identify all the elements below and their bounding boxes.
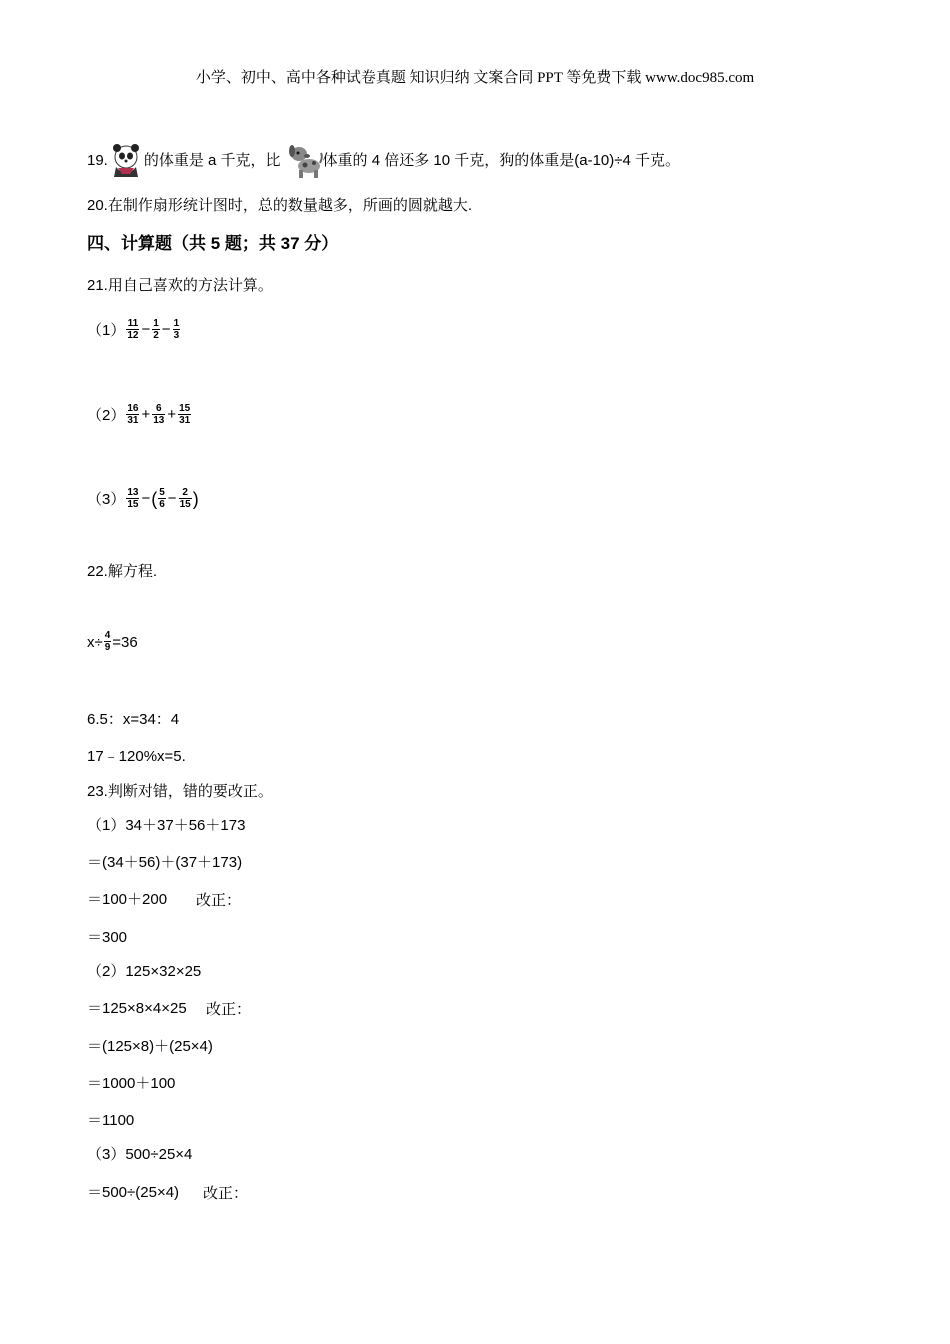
fraction: $\frac{4}{9}$ bbox=[104, 630, 111, 653]
page-header: 小学、初中、高中各种试卷真题 知识归纳 文案合同 PPT 等免费下载 www.doc985.com bbox=[195, 70, 755, 86]
question-20: 20.在制作扇形统计图时，总的数量越多，所画的圆就越大. bbox=[87, 197, 473, 214]
operator: − bbox=[161, 320, 171, 338]
part-label: （2） bbox=[87, 407, 126, 424]
question-19-part1: 的体重是 a 千克，比 bbox=[143, 151, 281, 169]
equation-2: 6.5：x=34：4 bbox=[87, 711, 180, 728]
fraction: $\frac{6}{13}$ bbox=[153, 403, 165, 426]
fraction: $\frac{16}{31}$ bbox=[127, 403, 139, 426]
question-19-number: 19. bbox=[87, 151, 108, 169]
step-line: ＝300 bbox=[87, 929, 128, 946]
part-label: （3） bbox=[87, 491, 126, 508]
equation-1 bbox=[87, 632, 138, 653]
fraction: $\frac{2}{15}$ bbox=[179, 487, 191, 510]
correction-label: 改正： bbox=[203, 1186, 249, 1202]
question-21-part-2 bbox=[87, 403, 192, 426]
left-paren: ( bbox=[151, 488, 158, 509]
question-21-title: 21.用自己喜欢的方法计算。 bbox=[87, 277, 273, 294]
step-line: （2）125×32×25 bbox=[87, 963, 202, 980]
right-paren: ) bbox=[192, 488, 199, 509]
step-line: ＝100＋200 bbox=[87, 891, 168, 908]
operator: − bbox=[167, 489, 177, 507]
correction-label: 改正： bbox=[196, 893, 242, 909]
correction-label: 改正： bbox=[206, 1002, 252, 1018]
operator: + bbox=[167, 405, 177, 423]
fraction: $\frac{1}{2}$ bbox=[153, 318, 159, 341]
operator: − bbox=[141, 489, 151, 507]
step-line: ＝(125×8)＋(25×4) bbox=[87, 1038, 213, 1055]
question-19-part2: 体重的 4 倍还多 10 千克，狗的体重是(a-10)÷4 千克。 bbox=[322, 151, 680, 169]
fraction: $\frac{5}{6}$ bbox=[159, 487, 165, 510]
section-title: 四、计算题（共 5 题；共 37 分） bbox=[87, 234, 339, 253]
question-23-title: 23.判断对错，错的要改正。 bbox=[87, 783, 273, 800]
fraction: $\frac{15}{31}$ bbox=[179, 403, 191, 426]
part-label: （1） bbox=[87, 322, 126, 339]
question-22-title: 22.解方程. bbox=[87, 563, 158, 580]
step-line: ＝(34＋56)＋(37＋173) bbox=[87, 854, 243, 871]
question-21-part-3 bbox=[87, 487, 199, 510]
step-line: （3）500÷25×4 bbox=[87, 1146, 193, 1163]
fraction: $\frac{1}{3}$ bbox=[173, 318, 180, 341]
fraction: $\frac{13}{15}$ bbox=[127, 487, 139, 510]
step-line: （1）34＋37＋56＋173 bbox=[87, 817, 246, 834]
equation-1-suffix: =36 bbox=[112, 634, 138, 651]
step-line: ＝500÷(25×4) bbox=[87, 1184, 180, 1201]
operator: − bbox=[141, 320, 151, 338]
panda-icon bbox=[108, 143, 144, 179]
step-line: ＝1000＋100 bbox=[87, 1075, 176, 1092]
question-19 bbox=[87, 143, 680, 179]
dog-icon bbox=[287, 143, 323, 179]
fraction: $\frac{11}{12}$ bbox=[127, 318, 139, 341]
operator: + bbox=[141, 405, 151, 423]
step-line: ＝1100 bbox=[87, 1112, 135, 1129]
step-line: ＝125×8×4×25 bbox=[87, 1000, 187, 1017]
question-21-part-1 bbox=[87, 318, 181, 341]
equation-1-prefix: x÷ bbox=[87, 634, 103, 651]
equation-3: 17﹣120%x=5. bbox=[87, 748, 186, 765]
